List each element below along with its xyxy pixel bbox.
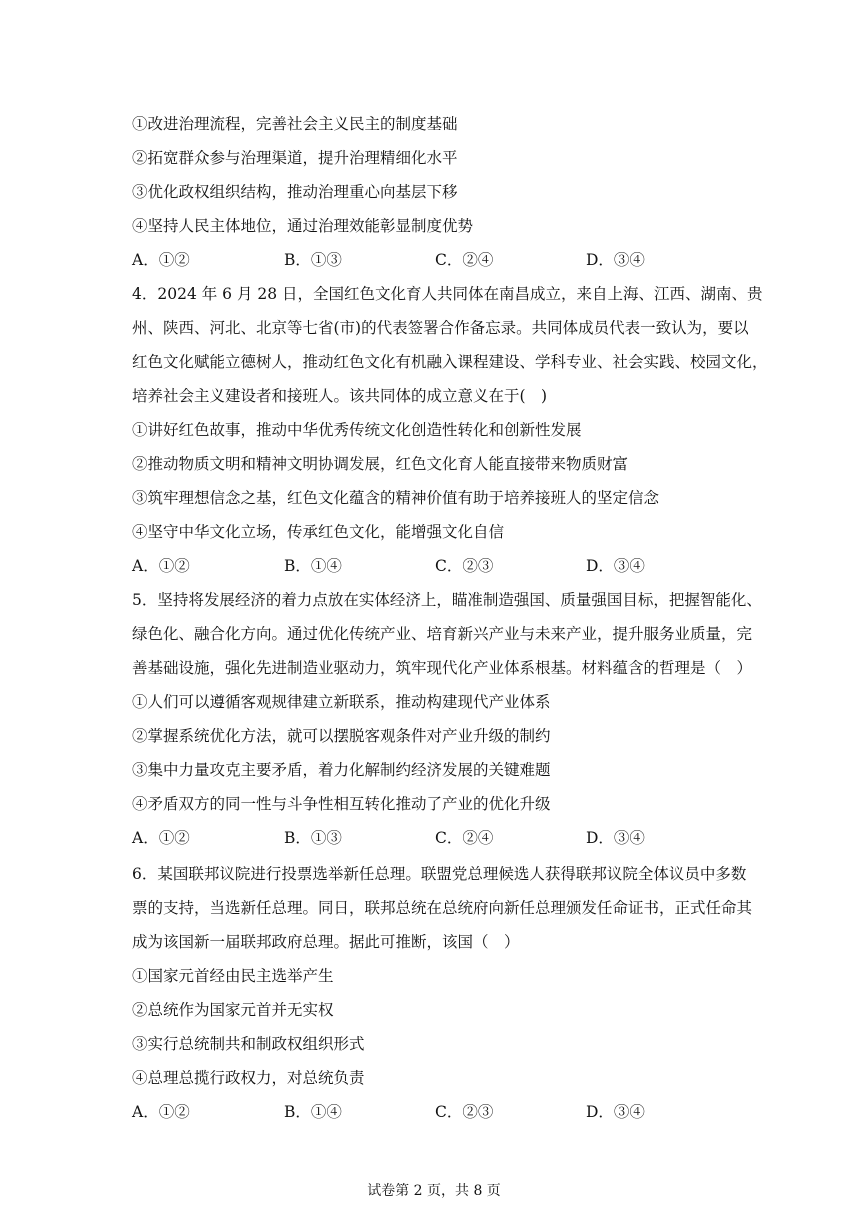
q6-option-b: B．①④ bbox=[284, 1103, 342, 1121]
q3-item-4: ④坚持人民主体地位，通过治理效能彰显制度优势 bbox=[132, 217, 474, 235]
q4-option-d: D．③④ bbox=[586, 557, 645, 575]
q5-option-b: B．①③ bbox=[284, 829, 342, 847]
q6-option-a: A．①② bbox=[132, 1103, 190, 1121]
q4-stem-line-3: 红色文化赋能立德树人，推动红色文化有机融入课程建设、学科专业、社会实践、校园文化， bbox=[132, 353, 768, 371]
q6-item-2: ②总统作为国家元首并无实权 bbox=[132, 1001, 334, 1019]
q3-item-2: ②拓宽群众参与治理渠道，提升治理精细化水平 bbox=[132, 149, 458, 167]
q5-options bbox=[132, 828, 832, 848]
q5-option-c: C．②④ bbox=[435, 829, 494, 847]
q4-item-3: ③筑牢理想信念之基，红色文化蕴含的精神价值有助于培养接班人的坚定信念 bbox=[132, 489, 660, 507]
q5-option-a: A．①② bbox=[132, 829, 190, 847]
q4-item-4: ④坚守中华文化立场，传承红色文化，能增强文化自信 bbox=[132, 523, 505, 541]
q5-option-d: D．③④ bbox=[586, 829, 645, 847]
q4-option-c: C．②③ bbox=[435, 557, 494, 575]
q4-stem-line-4: 培养社会主义建设者和接班人。该共同体的成立意义在于( ) bbox=[132, 387, 548, 405]
q5-stem-line-3: 善基础设施，强化先进制造业驱动力，筑牢现代化产业体系根基。材料蕴含的哲理是（ ） bbox=[132, 659, 753, 677]
q3-option-c: C．②④ bbox=[435, 251, 494, 269]
q6-item-1: ①国家元首经由民主选举产生 bbox=[132, 967, 334, 985]
q6-option-d: D．③④ bbox=[586, 1103, 645, 1121]
page-footer: 试卷第 2 页，共 8 页 bbox=[367, 1183, 501, 1199]
q4-option-b: B．①④ bbox=[284, 557, 342, 575]
q5-item-1: ①人们可以遵循客观规律建立新联系，推动构建现代产业体系 bbox=[132, 693, 551, 711]
q6-options bbox=[132, 1102, 832, 1122]
q6-item-3: ③实行总统制共和制政权组织形式 bbox=[132, 1035, 365, 1053]
q3-item-3: ③优化政权组织结构，推动治理重心向基层下移 bbox=[132, 183, 458, 201]
q4-item-2: ②推动物质文明和精神文明协调发展，红色文化育人能直接带来物质财富 bbox=[132, 455, 629, 473]
q4-options bbox=[132, 556, 832, 576]
q6-stem-line-1: 6．某国联邦议院进行投票选举新任总理。联盟党总理候选人获得联邦议院全体议员中多数 bbox=[132, 865, 747, 883]
q3-option-a: A．①② bbox=[132, 251, 190, 269]
q4-stem-line-2: 州、陕西、河北、北京等七省(市)的代表签署合作备忘录。共同体成员代表一致认为，要以 bbox=[132, 319, 749, 337]
q4-item-1: ①讲好红色故事，推动中华优秀传统文化创造性转化和创新性发展 bbox=[132, 421, 582, 439]
q4-stem-line-1: 4．2024 年 6 月 28 日，全国红色文化育人共同体在南昌成立，来自上海、江西、湖南、贵 bbox=[132, 285, 763, 303]
q5-stem-line-2: 绿色化、融合化方向。通过优化传统产业、培育新兴产业与未来产业，提升服务业质量，完 bbox=[132, 625, 753, 643]
q6-stem-line-3: 成为该国新一届联邦政府总理。据此可推断，该国（ ） bbox=[132, 933, 520, 951]
q6-stem-line-2: 票的支持，当选新任总理。同日，联邦总统在总统府向新任总理颁发任命证书，正式任命其 bbox=[132, 899, 753, 917]
q5-item-2: ②掌握系统优化方法，就可以摆脱客观条件对产业升级的制约 bbox=[132, 727, 551, 745]
q5-item-3: ③集中力量攻克主要矛盾，着力化解制约经济发展的关键难题 bbox=[132, 761, 551, 779]
q3-option-d: D．③④ bbox=[586, 251, 645, 269]
q3-option-b: B．①③ bbox=[284, 251, 342, 269]
q3-options bbox=[132, 250, 832, 270]
q5-item-4: ④矛盾双方的同一性与斗争性相互转化推动了产业的优化升级 bbox=[132, 795, 551, 813]
q3-item-1: ①改进治理流程，完善社会主义民主的制度基础 bbox=[132, 115, 458, 133]
q6-item-4: ④总理总揽行政权力，对总统负责 bbox=[132, 1069, 365, 1087]
q4-option-a: A．①② bbox=[132, 557, 190, 575]
q5-stem-line-1: 5．坚持将发展经济的着力点放在实体经济上，瞄准制造强国、质量强国目标，把握智能化、 bbox=[132, 591, 762, 609]
q6-option-c: C．②③ bbox=[435, 1103, 494, 1121]
